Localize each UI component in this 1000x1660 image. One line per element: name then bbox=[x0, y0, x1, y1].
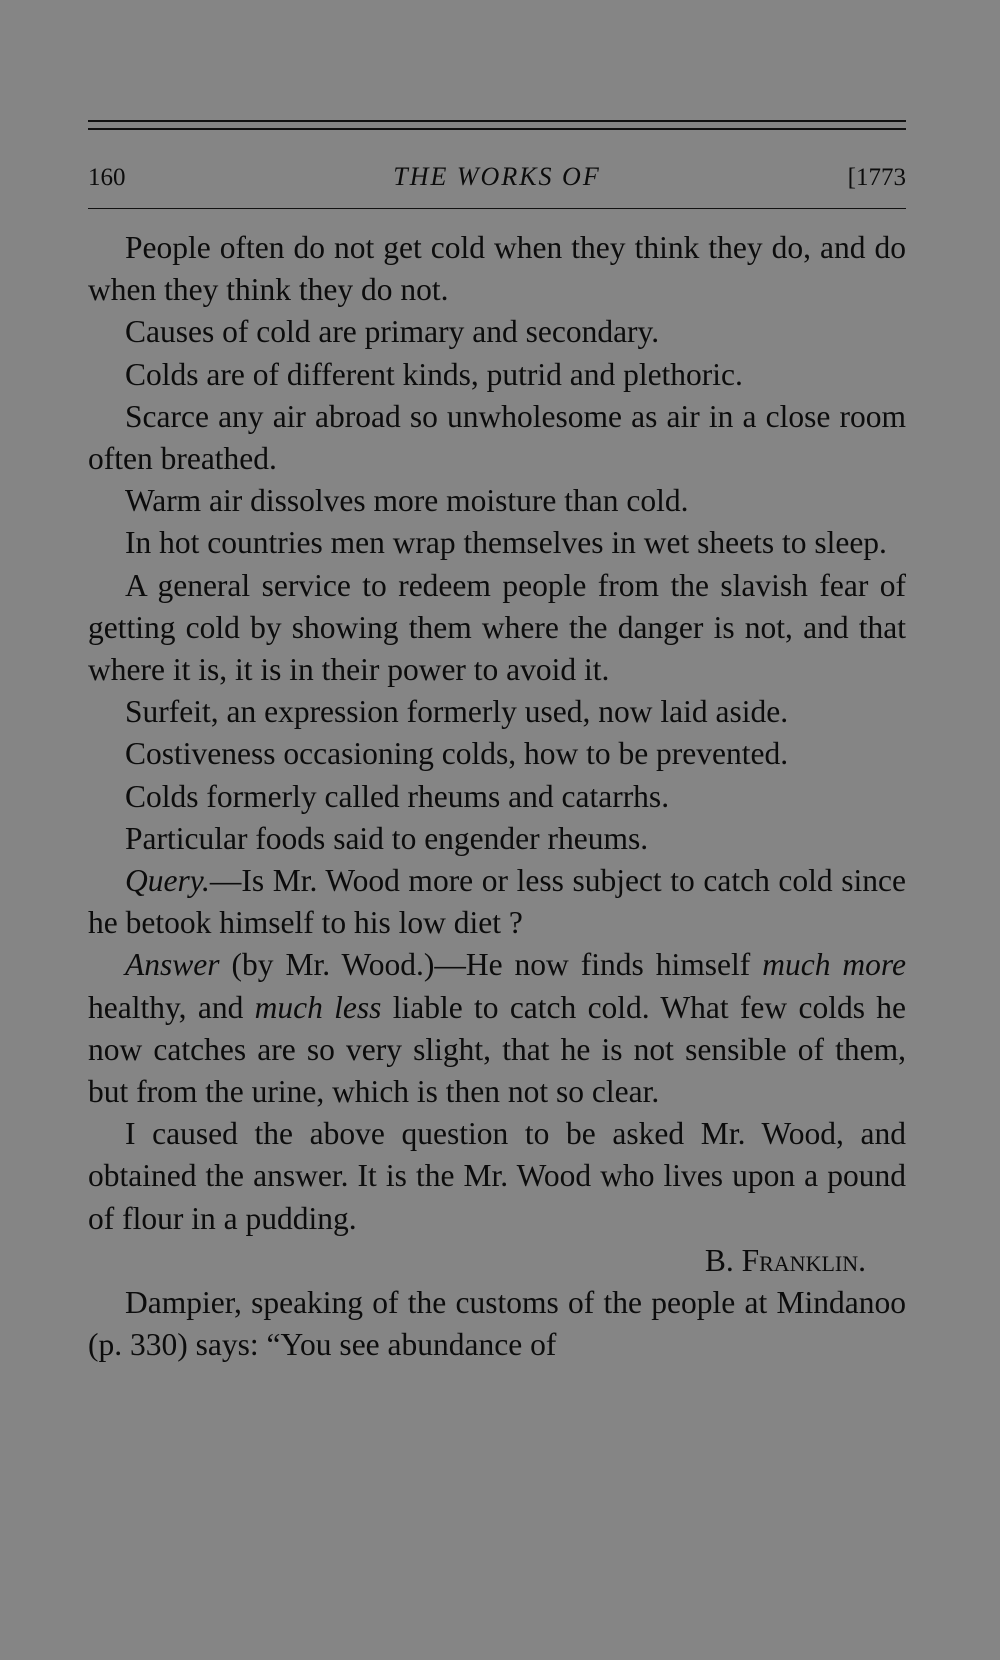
book-page bbox=[88, 120, 906, 1366]
paragraph: Surfeit, an expression formerly used, now laid aside. bbox=[125, 694, 789, 730]
body-text bbox=[88, 227, 906, 1366]
closing-paragraph: I caused the above question to be asked Mr. Wood, and obtained the answer. It is the Mr. Wood who lives upon a pound of flour in a pudding. bbox=[88, 1116, 906, 1236]
paragraph: Costiveness occasioning colds, how to be prevented. bbox=[125, 736, 789, 772]
running-title: THE WORKS OF bbox=[393, 162, 601, 191]
page-number: 160 bbox=[88, 164, 126, 191]
header-rule bbox=[88, 208, 906, 209]
paragraph: Particular foods said to engender rheums. bbox=[125, 820, 649, 856]
answer-text: liable to catch cold. What few colds he now catches are so very slight, that he is not sensible of them, but from the urine, which is then not so clear. bbox=[88, 989, 907, 1110]
signature: B. Franklin. bbox=[704, 1242, 866, 1278]
paragraph: Colds are of different kinds, putrid and plethoric. bbox=[125, 356, 743, 392]
running-header bbox=[88, 152, 906, 208]
paragraph: Causes of cold are primary and secondary. bbox=[125, 314, 660, 350]
answer-emphasis: much less bbox=[254, 989, 382, 1025]
answer-text: (by Mr. Wood.)—He now finds himself bbox=[219, 947, 763, 983]
answer-emphasis: much more bbox=[762, 947, 906, 983]
query-text: —Is Mr. Wood more or less subject to catch cold since he betook himself to his low diet ? bbox=[88, 863, 906, 941]
query-label: Query. bbox=[125, 863, 210, 899]
paragraph: Scarce any air abroad so unwholesome as air in a close room often breathed. bbox=[88, 398, 906, 477]
paragraph: In hot countries men wrap themselves in wet sheets to sleep. bbox=[125, 525, 887, 561]
header-double-rule bbox=[88, 120, 906, 130]
final-paragraph: Dampier, speaking of the customs of the people at Mindanoo (p. 330) says: “You see abundance of bbox=[88, 1285, 906, 1363]
paragraph: Warm air dissolves more moisture than cold. bbox=[125, 483, 689, 519]
answer-text: healthy, and bbox=[88, 989, 255, 1025]
paragraph: People often do not get cold when they think they do, and do when they think they do not. bbox=[88, 230, 906, 308]
answer-paragraph bbox=[88, 944, 906, 1113]
header-year: [1773 bbox=[847, 164, 906, 191]
query-paragraph bbox=[88, 860, 906, 944]
answer-label: Answer bbox=[125, 947, 220, 983]
paragraph: Colds formerly called rheums and catarrhs. bbox=[125, 778, 670, 814]
paragraph: A general service to redeem people from the slavish fear of getting cold by showing them where the danger is not, and that where it is, it is in their power to avoid it. bbox=[88, 567, 906, 688]
